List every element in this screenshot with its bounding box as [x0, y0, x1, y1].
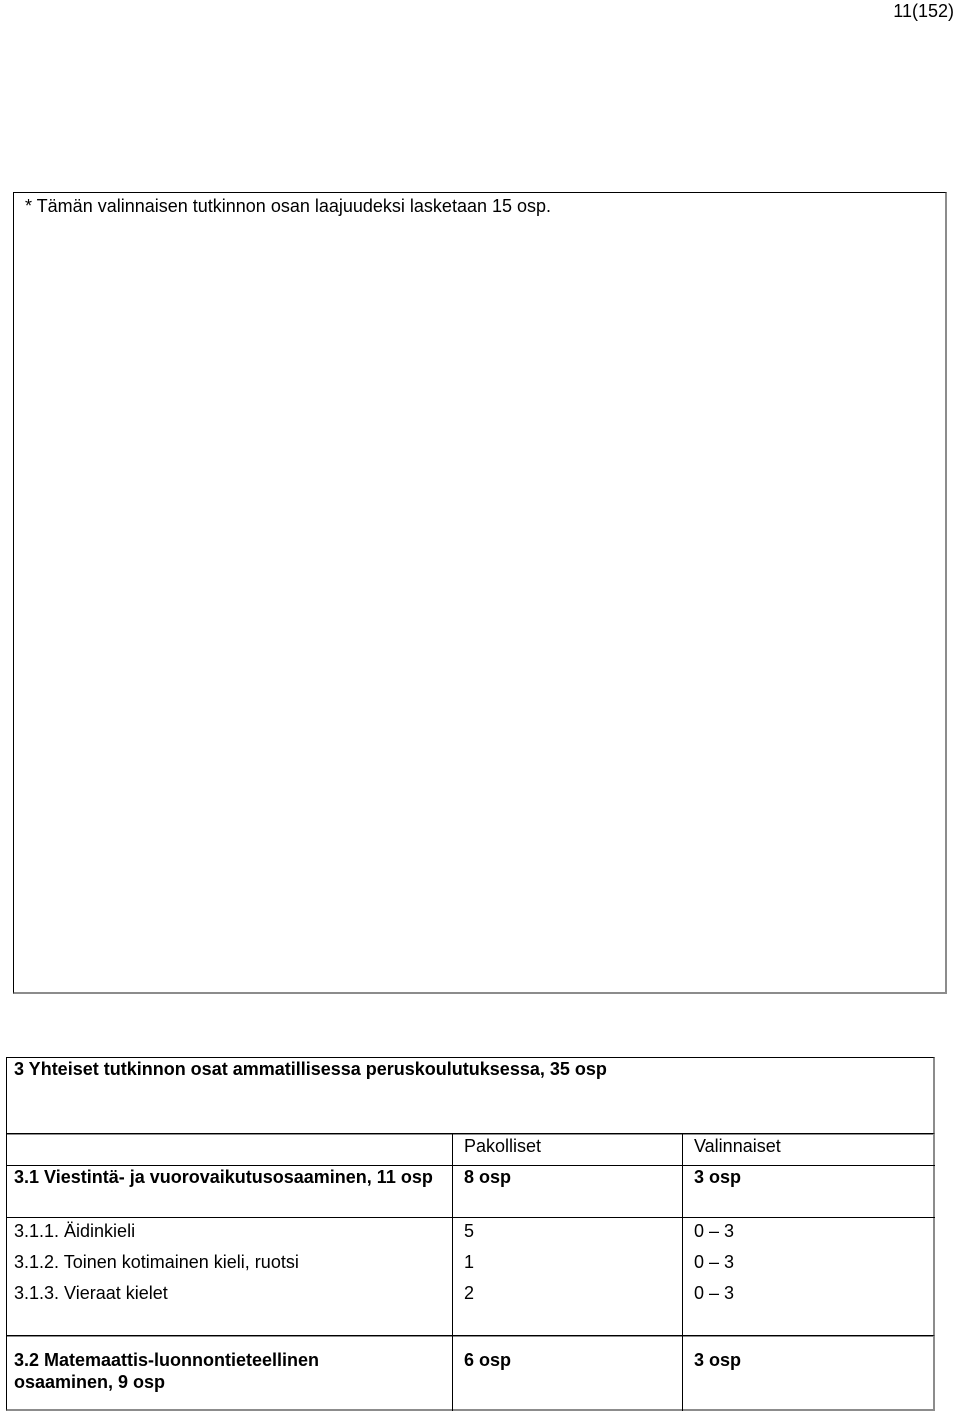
- row-optional: 0 – 3: [694, 1252, 735, 1272]
- section-1-optional: 3 osp: [694, 1167, 742, 1187]
- section-1-mandatory: 8 osp: [464, 1167, 512, 1187]
- section-2-title: 3.2 Matemaattis-luonnontieteellinen osaaminen, 9 osp: [14, 1350, 320, 1392]
- column-divider-1: [452, 1133, 453, 1337]
- column-divider-1: [452, 1335, 453, 1411]
- row-mandatory: 2: [464, 1283, 475, 1303]
- section-2-mandatory: 6 osp: [464, 1350, 512, 1370]
- section-1-title: 3.1 Viestintä- ja vuorovaikutusosaaminen, 11 osp: [14, 1167, 433, 1187]
- row-name: 3.1.1. Äidinkieli: [14, 1221, 136, 1241]
- column-divider-2: [682, 1133, 683, 1337]
- note-box: [13, 192, 947, 994]
- page-number: 11(152): [893, 1, 954, 21]
- column-divider-2: [682, 1335, 683, 1411]
- row-optional: 0 – 3: [694, 1221, 735, 1241]
- table-title: 3 Yhteiset tutkinnon osat ammatillisessa peruskoulutuksessa, 35 osp: [14, 1059, 607, 1079]
- footnote-text: * Tämän valinnaisen tutkinnon osan laajuudeksi lasketaan 15 osp.: [25, 196, 552, 216]
- row-mandatory: 1: [464, 1252, 475, 1272]
- section-2-optional: 3 osp: [694, 1350, 742, 1370]
- row-mandatory: 5: [464, 1221, 475, 1241]
- common-units-table: [6, 1057, 935, 1411]
- row-name: 3.1.2. Toinen kotimainen kieli, ruotsi: [14, 1252, 299, 1272]
- row-optional: 0 – 3: [694, 1283, 735, 1303]
- row-name: 3.1.3. Vieraat kielet: [14, 1283, 168, 1303]
- section-1-divider: [6, 1217, 935, 1218]
- column-header-optional: Valinnaiset: [694, 1136, 781, 1156]
- column-header-mandatory: Pakolliset: [464, 1136, 542, 1156]
